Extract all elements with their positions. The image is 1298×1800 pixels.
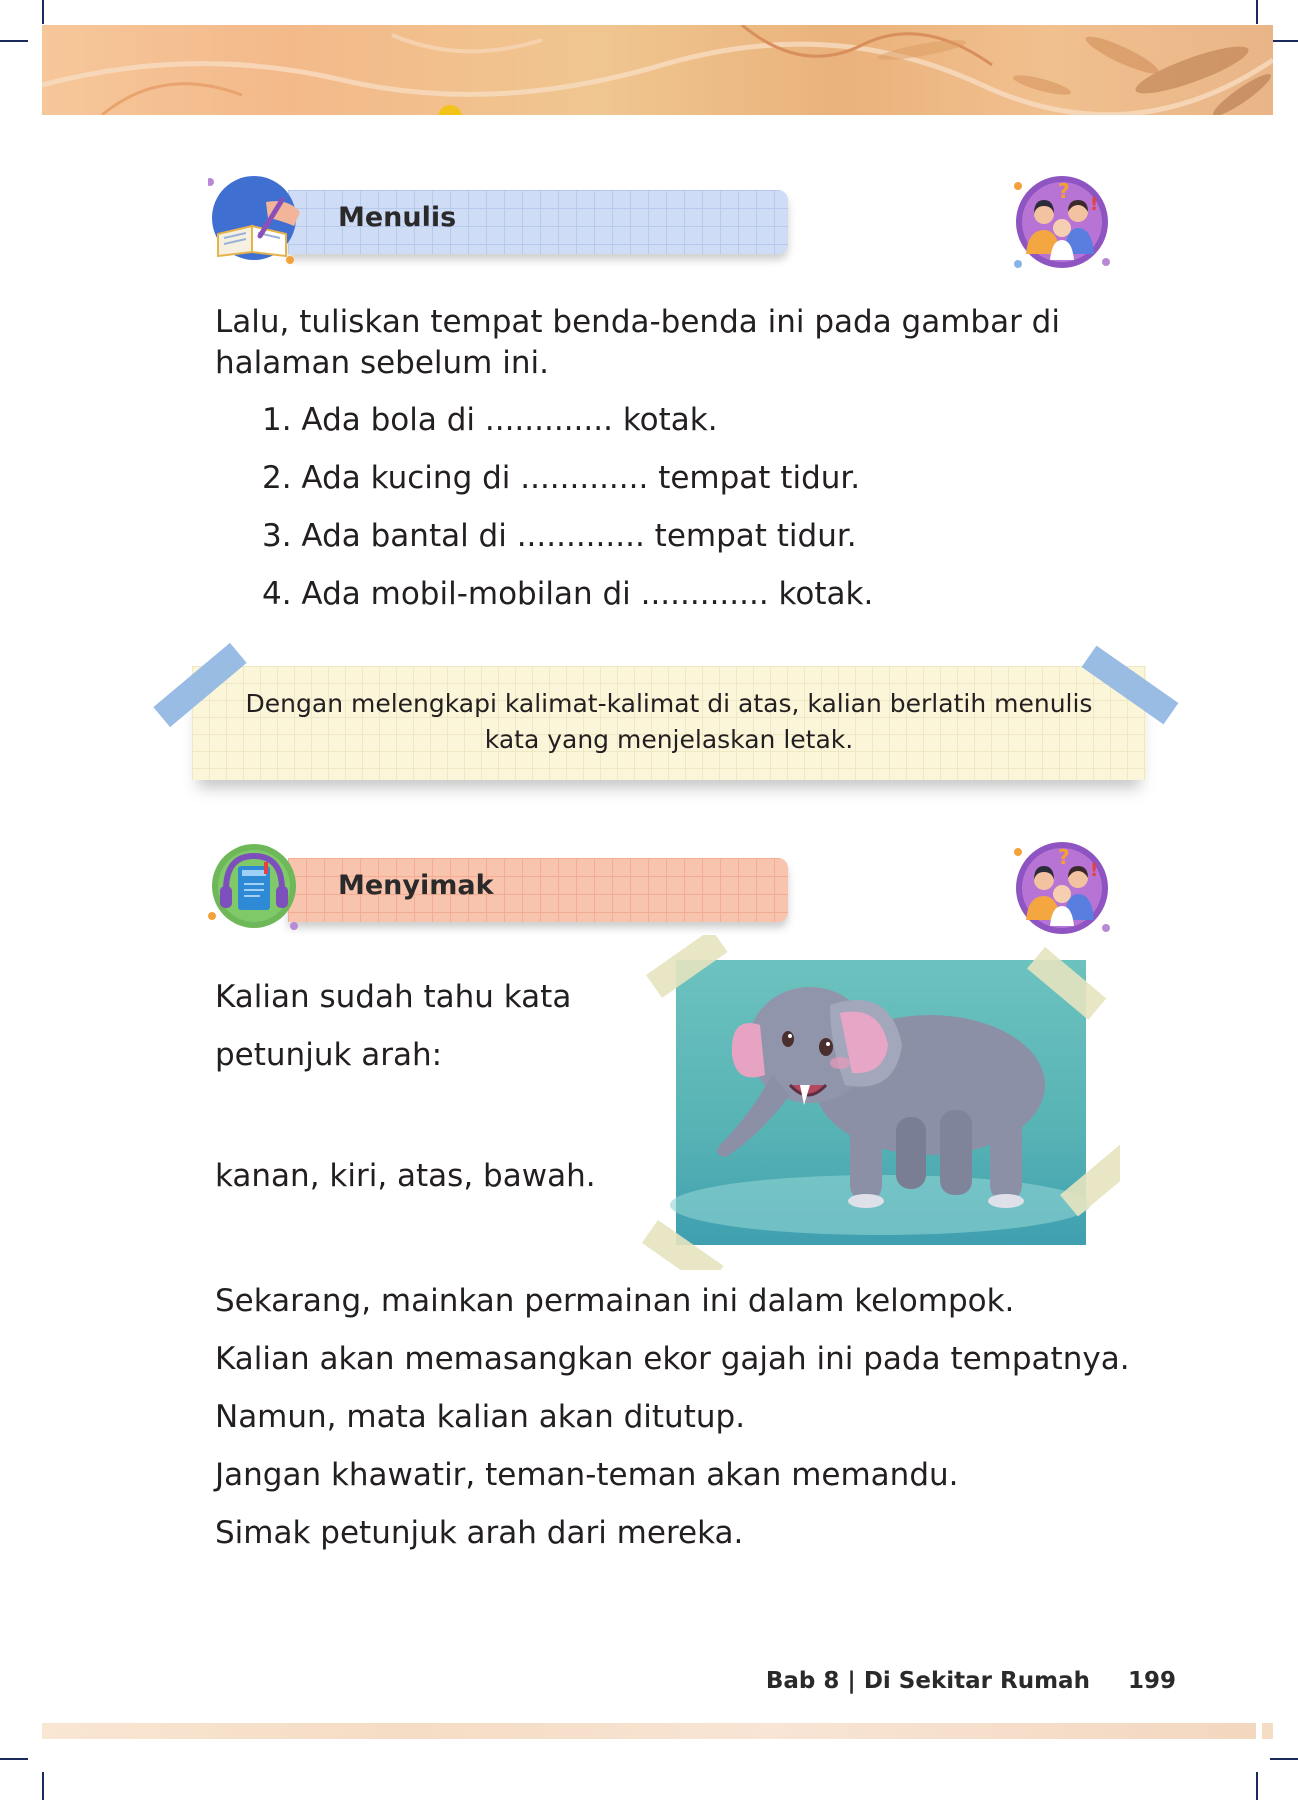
group-discussion-icon [1012,174,1112,274]
page-number: 199 [1127,1668,1176,1694]
note-line-2: kata yang menjelaskan letak. [484,725,854,754]
crop-mark [42,1772,44,1800]
list-item: 3. Ada bantal di ............. tempat tidur. [262,518,857,554]
paragraph-line: Kalian akan memasangkan ekor gajah ini pada tempatnya. [215,1341,1130,1377]
crop-mark [1270,40,1298,42]
list-item: 2. Ada kucing di ............. tempat tidur. [262,460,861,496]
chapter-title: Bab 8 | Di Sekitar Rumah [765,1668,1090,1694]
menulis-title: Menulis [338,202,457,233]
bottom-decor-strip-end [1262,1723,1273,1739]
group-discussion-icon [1012,840,1112,940]
crop-mark [1256,0,1258,24]
writing-book-icon [208,172,300,264]
note-text [192,686,1146,758]
page-footer [766,1668,1176,1694]
crop-mark [1270,1758,1298,1760]
headphones-book-icon [208,840,300,932]
paragraph-line: Simak petunjuk arah dari mereka. [215,1515,744,1551]
menyimak-intro-line-1: Kalian sudah tahu kata [215,979,572,1015]
crop-mark [0,40,28,42]
paragraph-line: Namun, mata kalian akan ditutup. [215,1399,746,1435]
list-item: 1. Ada bola di ............. kotak. [262,402,718,438]
note-line-1: Dengan melengkapi kalimat-kalimat di atas, kalian berlatih menulis [245,689,1093,718]
svg-text:!: ! [1090,860,1099,881]
paragraph-line: Jangan khawatir, teman-teman akan memandu. [215,1457,959,1493]
elephant-picture [640,935,1120,1270]
menulis-header [208,172,808,262]
svg-text:?: ? [1058,179,1070,203]
crop-mark [0,1758,28,1760]
menyimak-intro-line-2: petunjuk arah: [215,1037,443,1073]
paragraph-line: Sekarang, mainkan permainan ini dalam kelompok. [215,1283,1015,1319]
crop-mark [42,0,44,24]
top-banner [42,25,1273,115]
crop-mark [1256,1772,1258,1800]
menyimak-header [208,840,808,930]
note-box [192,666,1146,780]
directions-list: kanan, kiri, atas, bawah. [215,1158,596,1194]
banner-illustration [42,25,1273,115]
bottom-decor-strip [42,1723,1256,1739]
svg-text:!: ! [1090,194,1099,215]
list-item: 4. Ada mobil-mobilan di ............. kotak. [262,576,874,612]
svg-text:?: ? [1058,845,1070,869]
menulis-instruction: Lalu, tuliskan tempat benda-benda ini pada gambar di halaman sebelum ini. [215,304,1060,381]
menyimak-title: Menyimak [338,870,494,901]
